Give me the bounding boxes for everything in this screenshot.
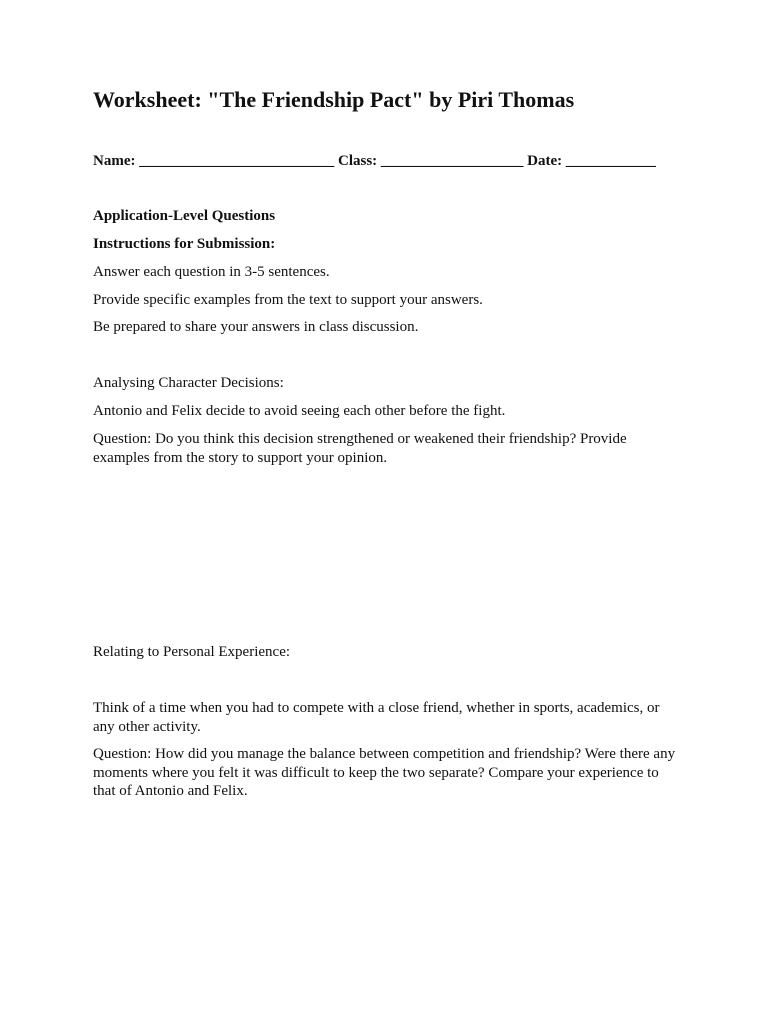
section-heading-personal-experience: Relating to Personal Experience: [93, 644, 291, 660]
instructions-heading: Instructions for Submission: [93, 236, 276, 252]
instruction-item: Answer each question in 3-5 sentences. [93, 264, 330, 280]
name-class-date-fields: Name: __________________________ Class: ___________________ Date: ____________ [93, 153, 656, 169]
question-personal-experience: Question: How did you manage the balance between competition and friendship? Were there any moments where you felt it was difficult to keep the two separate? Compare your experience to that of Antonio and Felix. [93, 746, 676, 799]
page-title: Worksheet: "The Friendship Pact" by Piri Thomas [93, 87, 575, 112]
section-prompt-personal-experience: Think of a time when you had to compete with a close friend, whether in sports, academics, or any other activity. [93, 700, 660, 735]
question-character-decisions: Question: Do you think this decision strengthened or weakened their friendship? Provide examples from the story to support your opinion. [93, 431, 627, 466]
application-questions-heading: Application-Level Questions [93, 208, 276, 224]
instruction-item: Provide specific examples from the text to support your answers. [93, 292, 483, 308]
section-heading-character-decisions: Analysing Character Decisions: [93, 375, 284, 391]
instruction-item: Be prepared to share your answers in class discussion. [93, 319, 419, 335]
section-prompt-character-decisions: Antonio and Felix decide to avoid seeing each other before the fight. [93, 403, 506, 419]
